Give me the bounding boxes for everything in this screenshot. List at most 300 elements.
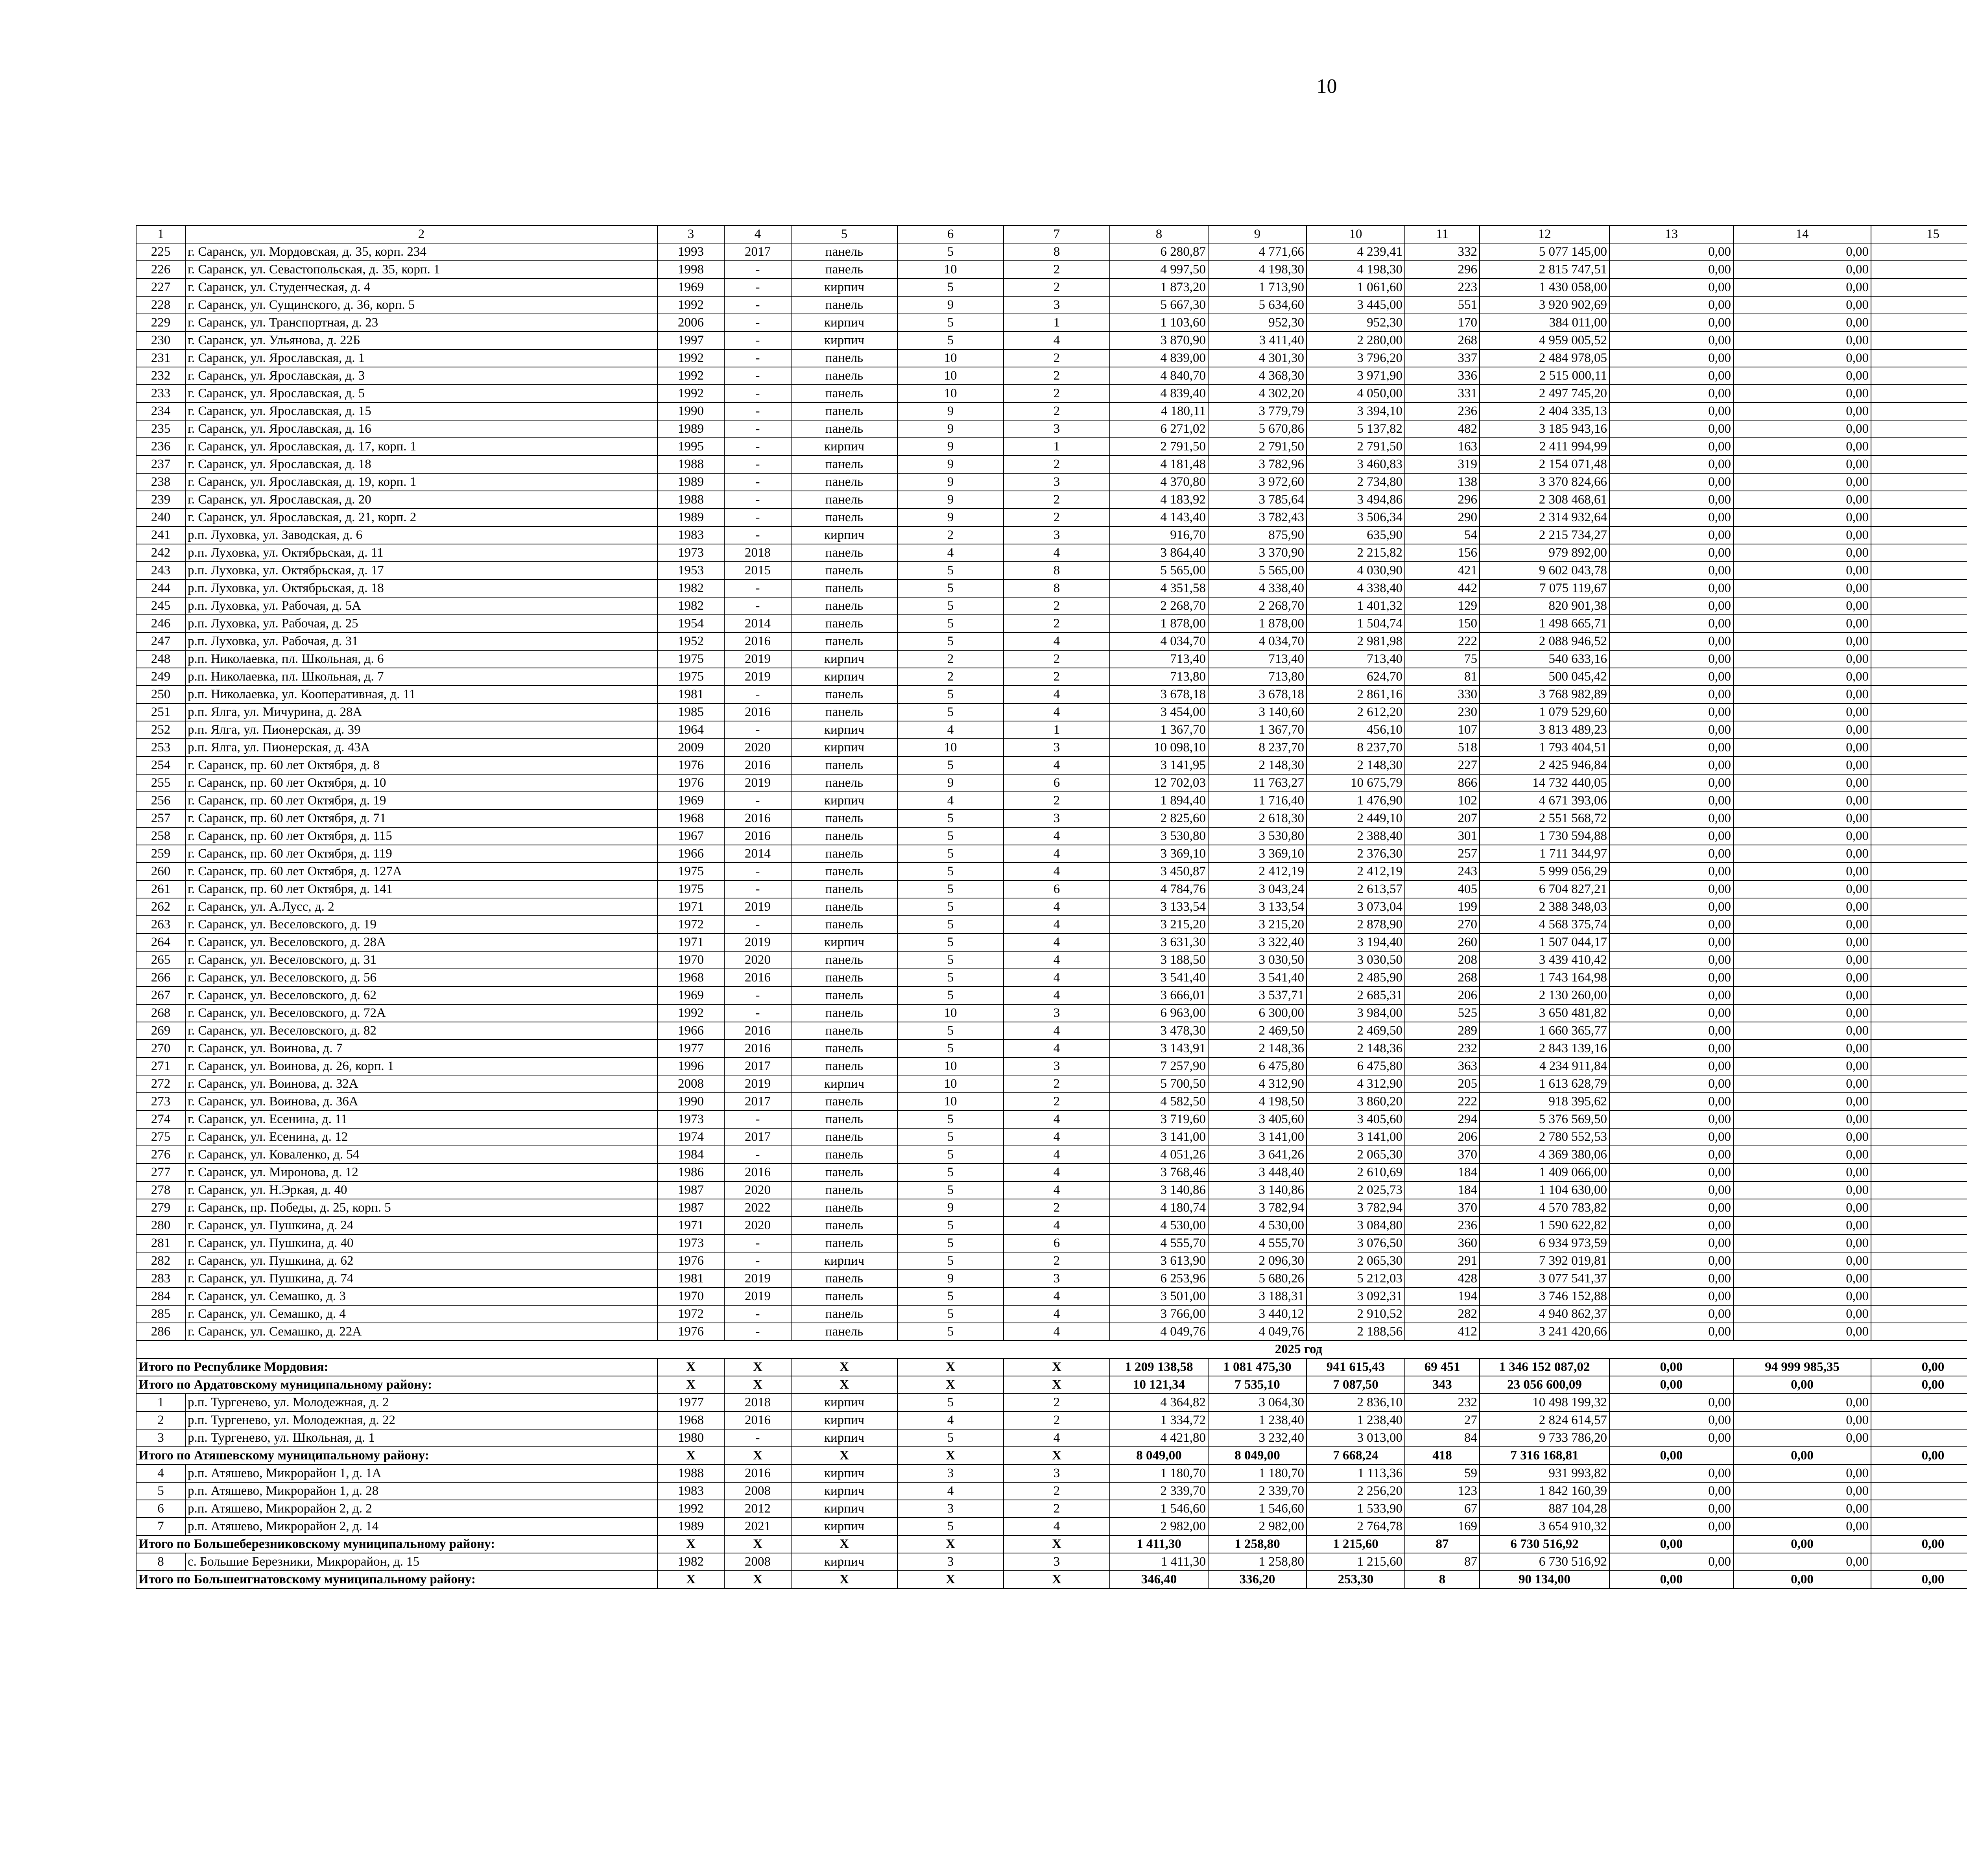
table-cell: 2 764,78 — [1306, 1518, 1405, 1535]
table-cell: 0,00 — [1609, 1429, 1733, 1447]
table-cell: 3 494,86 — [1306, 491, 1405, 509]
total-cell: X — [791, 1571, 897, 1588]
table-cell: 2021 — [724, 1518, 791, 1535]
total-cell: 90 134,00 — [1480, 1571, 1609, 1588]
table-cell: 2014 — [724, 615, 791, 633]
table-cell: кирпич — [791, 1465, 897, 1482]
table-cell: 2 610,69 — [1306, 1164, 1405, 1181]
table-row — [136, 951, 1967, 969]
table-cell: 0,00 — [1733, 456, 1871, 473]
table-cell: 0,00 — [1609, 827, 1733, 845]
table-cell: 9 — [897, 456, 1004, 473]
table-cell: 3 185 943,16 — [1480, 420, 1609, 438]
table-cell: панель — [791, 1181, 897, 1199]
table-cell: панель — [791, 597, 897, 615]
table-cell — [1871, 1288, 1967, 1305]
table-cell: 5 — [897, 1252, 1004, 1270]
table-cell: 2019 — [724, 650, 791, 668]
table-cell: 0,00 — [1733, 562, 1871, 579]
table-cell: кирпич — [791, 933, 897, 951]
table-cell: 2 — [897, 650, 1004, 668]
table-cell — [1871, 1181, 1967, 1199]
table-cell: кирпич — [791, 739, 897, 756]
table-cell: 0,00 — [1733, 1234, 1871, 1252]
total-cell: X — [657, 1358, 724, 1376]
table-cell: 232 — [1405, 1394, 1480, 1411]
table-cell — [1871, 1164, 1967, 1181]
table-cell: 4 — [897, 544, 1004, 562]
address-cell: р.п. Ялга, ул. Мичурина, д. 28А — [185, 703, 657, 721]
table-cell: 3 541,40 — [1110, 969, 1208, 987]
address-cell: р.п. Атяшево, Микрорайон 1, д. 1А — [185, 1465, 657, 1482]
table-row — [136, 845, 1967, 863]
table-row — [136, 261, 1967, 279]
table-cell: 5 — [897, 1217, 1004, 1234]
total-cell: 8 — [1405, 1571, 1480, 1588]
table-cell: 5 — [897, 933, 1004, 951]
table-cell: 1 894,40 — [1110, 792, 1208, 810]
table-cell: 5 — [897, 1128, 1004, 1146]
table-row — [136, 438, 1967, 456]
table-cell: 0,00 — [1609, 1465, 1733, 1482]
table-cell: 14 732 440,05 — [1480, 774, 1609, 792]
table-cell: панель — [791, 827, 897, 845]
address-cell: р.п. Луховка, ул. Рабочая, д. 25 — [185, 615, 657, 633]
table-cell: 3 613,90 — [1110, 1252, 1208, 1270]
table-row — [136, 1128, 1967, 1146]
table-cell: 205 — [1405, 1075, 1480, 1093]
table-cell: 8 237,70 — [1208, 739, 1306, 756]
table-cell: 1 409 066,00 — [1480, 1164, 1609, 1181]
address-cell: г. Саранск, ул. Миронова, д. 12 — [185, 1164, 657, 1181]
table-cell — [1871, 562, 1967, 579]
table-cell — [1871, 1270, 1967, 1288]
table-cell: 1970 — [657, 951, 724, 969]
table-cell: 4 302,20 — [1208, 385, 1306, 402]
table-cell: 1975 — [657, 668, 724, 686]
table-cell: 227 — [1405, 756, 1480, 774]
table-cell: 4 530,00 — [1208, 1217, 1306, 1234]
table-cell: 540 633,16 — [1480, 650, 1609, 668]
table-cell: 1972 — [657, 916, 724, 933]
total-cell: X — [1004, 1535, 1110, 1553]
table-cell: 4 555,70 — [1110, 1234, 1208, 1252]
address-cell: г. Саранск, пр. 60 лет Октября, д. 141 — [185, 880, 657, 898]
table-cell: 4 997,50 — [1110, 261, 1208, 279]
table-cell: 2 612,20 — [1306, 703, 1405, 721]
table-cell: 4 839,40 — [1110, 385, 1208, 402]
table-cell: 0,00 — [1733, 1518, 1871, 1535]
table-cell: 3 — [1004, 473, 1110, 491]
table-cell: 1 504,74 — [1306, 615, 1405, 633]
row-number-cell: 261 — [136, 880, 185, 898]
table-cell: 525 — [1405, 1004, 1480, 1022]
table-cell: 5 670,86 — [1208, 420, 1306, 438]
table-cell: 4 — [1004, 332, 1110, 349]
table-cell: 1 — [1004, 314, 1110, 332]
table-cell: 1976 — [657, 756, 724, 774]
table-cell: 1987 — [657, 1181, 724, 1199]
row-number-cell: 232 — [136, 367, 185, 385]
total-cell: 69 451 — [1405, 1358, 1480, 1376]
table-cell: 4 369 380,06 — [1480, 1146, 1609, 1164]
table-cell: 294 — [1405, 1110, 1480, 1128]
table-cell: 184 — [1405, 1164, 1480, 1181]
table-cell: 500 045,42 — [1480, 668, 1609, 686]
table-cell: 10 675,79 — [1306, 774, 1405, 792]
table-row — [136, 385, 1967, 402]
table-cell: 635,90 — [1306, 526, 1405, 544]
table-cell: 866 — [1405, 774, 1480, 792]
table-cell: 1 716,40 — [1208, 792, 1306, 810]
table-cell: 4 051,26 — [1110, 1146, 1208, 1164]
table-cell: 2 065,30 — [1306, 1146, 1405, 1164]
table-cell: 1 507 044,17 — [1480, 933, 1609, 951]
table-cell: 0,00 — [1609, 1110, 1733, 1128]
table-cell: 10 — [897, 739, 1004, 756]
table-cell: 0,00 — [1733, 420, 1871, 438]
total-cell: 343 — [1405, 1376, 1480, 1394]
table-cell: 1989 — [657, 509, 724, 526]
table-cell: 4 — [1004, 827, 1110, 845]
table-cell: 1992 — [657, 367, 724, 385]
table-cell: 0,00 — [1609, 279, 1733, 296]
column-number: 14 — [1733, 225, 1871, 243]
table-cell: панель — [791, 898, 897, 916]
column-number: 2 — [185, 225, 657, 243]
table-row — [136, 933, 1967, 951]
table-cell: 3 013,00 — [1306, 1429, 1405, 1447]
table-row — [136, 792, 1967, 810]
total-cell: 0,00 — [1733, 1571, 1871, 1588]
table-cell: 169 — [1405, 1518, 1480, 1535]
table-cell: 0,00 — [1733, 756, 1871, 774]
table-cell: - — [724, 1234, 791, 1252]
table-cell: 102 — [1405, 792, 1480, 810]
table-cell: 1 411,30 — [1110, 1553, 1208, 1571]
table-cell: - — [724, 420, 791, 438]
table-cell: 2 815 747,51 — [1480, 261, 1609, 279]
table-cell: 3 215,20 — [1208, 916, 1306, 933]
row-number-cell: 253 — [136, 739, 185, 756]
table-cell: 4 — [1004, 951, 1110, 969]
row-number-cell: 8 — [136, 1553, 185, 1571]
total-row — [136, 1358, 1967, 1376]
table-cell: 3 537,71 — [1208, 987, 1306, 1004]
table-cell: кирпич — [791, 668, 897, 686]
table-cell: 2 469,50 — [1306, 1022, 1405, 1040]
table-cell: 2 314 932,64 — [1480, 509, 1609, 526]
table-cell: 6 475,80 — [1306, 1057, 1405, 1075]
row-number-cell: 285 — [136, 1305, 185, 1323]
table-row — [136, 1394, 1967, 1411]
table-cell — [1871, 1110, 1967, 1128]
table-cell: 4 198,50 — [1208, 1093, 1306, 1110]
table-cell: 10 — [897, 1057, 1004, 1075]
table-cell: кирпич — [791, 279, 897, 296]
table-cell: 6 300,00 — [1208, 1004, 1306, 1022]
table-cell: 2016 — [724, 1022, 791, 1040]
table-cell: панель — [791, 756, 897, 774]
table-cell: панель — [791, 261, 897, 279]
table-cell: 1 743 164,98 — [1480, 969, 1609, 987]
total-cell: 0,00 — [1609, 1571, 1733, 1588]
table-cell: 2 515 000,11 — [1480, 367, 1609, 385]
table-cell — [1871, 739, 1967, 756]
table-cell: - — [724, 279, 791, 296]
table-cell: 2019 — [724, 668, 791, 686]
table-cell: 3 064,30 — [1208, 1394, 1306, 1411]
table-cell: 1969 — [657, 279, 724, 296]
table-cell: 2 — [1004, 597, 1110, 615]
table-cell: 1 061,60 — [1306, 279, 1405, 296]
table-cell: 2 148,30 — [1208, 756, 1306, 774]
table-cell: 1968 — [657, 1411, 724, 1429]
table-cell: 3 140,60 — [1208, 703, 1306, 721]
table-cell: 5 — [897, 987, 1004, 1004]
table-cell: 1 180,70 — [1110, 1465, 1208, 1482]
table-cell: 1 104 630,00 — [1480, 1181, 1609, 1199]
table-cell: 2 791,50 — [1110, 438, 1208, 456]
table-cell: 9 — [897, 509, 1004, 526]
table-cell: 2 — [1004, 491, 1110, 509]
table-cell: 170 — [1405, 314, 1480, 332]
table-cell: 2 388 348,03 — [1480, 898, 1609, 916]
table-cell — [1871, 1411, 1967, 1429]
address-cell: г. Саранск, пр. 60 лет Октября, д. 127А — [185, 863, 657, 880]
table-cell: 2 836,10 — [1306, 1394, 1405, 1411]
table-cell: 5 680,26 — [1208, 1270, 1306, 1288]
table-cell: 3 768,46 — [1110, 1164, 1208, 1181]
table-cell: 5 — [897, 1181, 1004, 1199]
table-cell: 1967 — [657, 827, 724, 845]
table-cell: 1988 — [657, 456, 724, 473]
table-cell: 2 824 614,57 — [1480, 1411, 1609, 1429]
table-cell: 820 901,38 — [1480, 597, 1609, 615]
table-cell: 208 — [1405, 951, 1480, 969]
table-cell: 3 141,00 — [1306, 1128, 1405, 1146]
table-cell: 2 148,30 — [1306, 756, 1405, 774]
table-cell: 2 — [1004, 1394, 1110, 1411]
table-cell: 10 — [897, 261, 1004, 279]
table-cell: 5 — [897, 597, 1004, 615]
table-cell: 0,00 — [1609, 332, 1733, 349]
table-cell: 3 971,90 — [1306, 367, 1405, 385]
table-cell: 9 — [897, 402, 1004, 420]
table-cell: кирпич — [791, 721, 897, 739]
table-row — [136, 1411, 1967, 1429]
table-cell: 2 — [1004, 279, 1110, 296]
address-cell: р.п. Луховка, ул. Октябрьская, д. 18 — [185, 579, 657, 597]
year-heading: 2025 год — [136, 1341, 1967, 1358]
table-cell: панель — [791, 509, 897, 526]
table-cell: 4 582,50 — [1110, 1093, 1208, 1110]
row-number-cell: 264 — [136, 933, 185, 951]
table-cell: 3 394,10 — [1306, 402, 1405, 420]
table-cell: 2 148,36 — [1208, 1040, 1306, 1057]
total-cell: X — [897, 1571, 1004, 1588]
table-cell: 2 — [1004, 1252, 1110, 1270]
table-cell: 3 — [1004, 420, 1110, 438]
table-cell: 887 104,28 — [1480, 1500, 1609, 1518]
address-cell: р.п. Николаевка, пл. Школьная, д. 6 — [185, 650, 657, 668]
table-cell: 4 — [1004, 1305, 1110, 1323]
table-cell: 0,00 — [1733, 579, 1871, 597]
table-cell — [1871, 1500, 1967, 1518]
table-cell: 2 404 335,13 — [1480, 402, 1609, 420]
total-row — [136, 1571, 1967, 1588]
table-cell: панель — [791, 385, 897, 402]
table-cell: 4 530,00 — [1110, 1217, 1208, 1234]
table-cell: 1993 — [657, 243, 724, 261]
table-cell: 2016 — [724, 703, 791, 721]
table-cell: - — [724, 1110, 791, 1128]
table-cell: 5 565,00 — [1208, 562, 1306, 579]
table-cell: 2 484 978,05 — [1480, 349, 1609, 367]
table-cell: 9 — [897, 491, 1004, 509]
table-cell: 4 — [1004, 933, 1110, 951]
table-cell: 0,00 — [1609, 792, 1733, 810]
table-cell: 0,00 — [1733, 349, 1871, 367]
table-cell — [1871, 349, 1967, 367]
table-cell: 9 — [897, 420, 1004, 438]
address-cell: г. Саранск, пр. 60 лет Октября, д. 115 — [185, 827, 657, 845]
table-cell: 199 — [1405, 898, 1480, 916]
row-number-cell: 5 — [136, 1482, 185, 1500]
table-cell: 6 271,02 — [1110, 420, 1208, 438]
table-cell: 0,00 — [1733, 1411, 1871, 1429]
table-cell: 194 — [1405, 1288, 1480, 1305]
table-cell — [1871, 579, 1967, 597]
table-cell: панель — [791, 402, 897, 420]
table-cell: 5 667,30 — [1110, 296, 1208, 314]
table-cell: 0,00 — [1733, 933, 1871, 951]
table-cell: 3 746 152,88 — [1480, 1288, 1609, 1305]
address-cell: г. Саранск, ул. Воинова, д. 32А — [185, 1075, 657, 1093]
row-number-cell: 228 — [136, 296, 185, 314]
table-cell: - — [724, 438, 791, 456]
table-cell: 4 — [1004, 1518, 1110, 1535]
table-cell: 2 — [1004, 456, 1110, 473]
table-cell: 0,00 — [1609, 1500, 1733, 1518]
table-cell: 230 — [1405, 703, 1480, 721]
table-cell: 428 — [1405, 1270, 1480, 1288]
table-cell: 5 — [897, 845, 1004, 863]
row-number-cell: 243 — [136, 562, 185, 579]
address-cell: г. Саранск, ул. Веселовского, д. 31 — [185, 951, 657, 969]
address-cell: р.п. Атяшево, Микрорайон 1, д. 28 — [185, 1482, 657, 1500]
table-cell — [1871, 420, 1967, 438]
table-cell: 2015 — [724, 562, 791, 579]
table-cell: панель — [791, 1305, 897, 1323]
table-cell: 4 671 393,06 — [1480, 792, 1609, 810]
table-cell: 2022 — [724, 1199, 791, 1217]
total-cell: 346,40 — [1110, 1571, 1208, 1588]
table-cell — [1871, 1057, 1967, 1075]
row-number-cell: 6 — [136, 1500, 185, 1518]
table-cell: 0,00 — [1733, 845, 1871, 863]
table-cell: 0,00 — [1733, 314, 1871, 332]
table-cell: 0,00 — [1609, 1146, 1733, 1164]
table-cell: 0,00 — [1609, 933, 1733, 951]
table-cell: 268 — [1405, 969, 1480, 987]
row-number-cell: 282 — [136, 1252, 185, 1270]
table-cell: 3 322,40 — [1208, 933, 1306, 951]
table-cell: 2 861,16 — [1306, 686, 1405, 703]
table-cell: 1974 — [657, 1128, 724, 1146]
table-cell: 1 — [1004, 721, 1110, 739]
address-cell: г. Саранск, ул. Ярославская, д. 18 — [185, 456, 657, 473]
table-cell: 2016 — [724, 1040, 791, 1057]
table-cell: 3 448,40 — [1208, 1164, 1306, 1181]
address-cell: р.п. Луховка, ул. Рабочая, д. 31 — [185, 633, 657, 650]
table-cell: 1 878,00 — [1208, 615, 1306, 633]
table-cell: 0,00 — [1733, 597, 1871, 615]
table-cell: 59 — [1405, 1465, 1480, 1482]
table-cell: 3 084,80 — [1306, 1217, 1405, 1234]
table-cell: 6 253,96 — [1110, 1270, 1208, 1288]
table-cell: 291 — [1405, 1252, 1480, 1270]
table-cell: 3 — [897, 1465, 1004, 1482]
table-cell: 0,00 — [1609, 1004, 1733, 1022]
table-cell: 3 405,60 — [1306, 1110, 1405, 1128]
table-row — [136, 456, 1967, 473]
table-cell: 0,00 — [1733, 1394, 1871, 1411]
table-cell: 5 — [897, 562, 1004, 579]
table-cell: кирпич — [791, 1518, 897, 1535]
table-cell: кирпич — [791, 1394, 897, 1411]
table-cell: 9 — [897, 774, 1004, 792]
table-cell: 1983 — [657, 1482, 724, 1500]
address-cell: г. Саранск, ул. Веселовского, д. 62 — [185, 987, 657, 1004]
table-cell — [1871, 1252, 1967, 1270]
table-cell: кирпич — [791, 526, 897, 544]
table-cell: 1975 — [657, 863, 724, 880]
table-cell: 1 113,36 — [1306, 1465, 1405, 1482]
table-cell: 2 411 994,99 — [1480, 438, 1609, 456]
row-number-cell: 236 — [136, 438, 185, 456]
housing-register-table — [136, 225, 1967, 1589]
table-row — [136, 1234, 1967, 1252]
table-cell: 2019 — [724, 774, 791, 792]
total-cell: X — [657, 1535, 724, 1553]
table-cell — [1871, 863, 1967, 880]
table-cell: 2 — [1004, 668, 1110, 686]
table-cell: 3 — [1004, 739, 1110, 756]
table-cell — [1871, 597, 1967, 615]
table-cell: 1 873,20 — [1110, 279, 1208, 296]
table-cell: 1 180,70 — [1208, 1465, 1306, 1482]
address-cell: г. Саранск, ул. Веселовского, д. 82 — [185, 1022, 657, 1040]
table-cell: 123 — [1405, 1482, 1480, 1500]
table-cell: 405 — [1405, 880, 1480, 898]
total-cell: X — [897, 1358, 1004, 1376]
table-cell: панель — [791, 615, 897, 633]
table-cell — [1871, 1465, 1967, 1482]
table-cell: 3 — [1004, 810, 1110, 827]
address-cell: г. Саранск, ул. Студенческая, д. 4 — [185, 279, 657, 296]
row-number-cell: 3 — [136, 1429, 185, 1447]
table-cell: 0,00 — [1733, 774, 1871, 792]
table-cell: 0,00 — [1733, 827, 1871, 845]
table-cell: 4 — [1004, 1022, 1110, 1040]
table-cell: панель — [791, 1217, 897, 1234]
table-cell: 1998 — [657, 261, 724, 279]
table-cell: 0,00 — [1609, 1411, 1733, 1429]
table-cell: 10 — [897, 1004, 1004, 1022]
table-cell: 3 — [897, 1553, 1004, 1571]
table-cell: 2 065,30 — [1306, 1252, 1405, 1270]
